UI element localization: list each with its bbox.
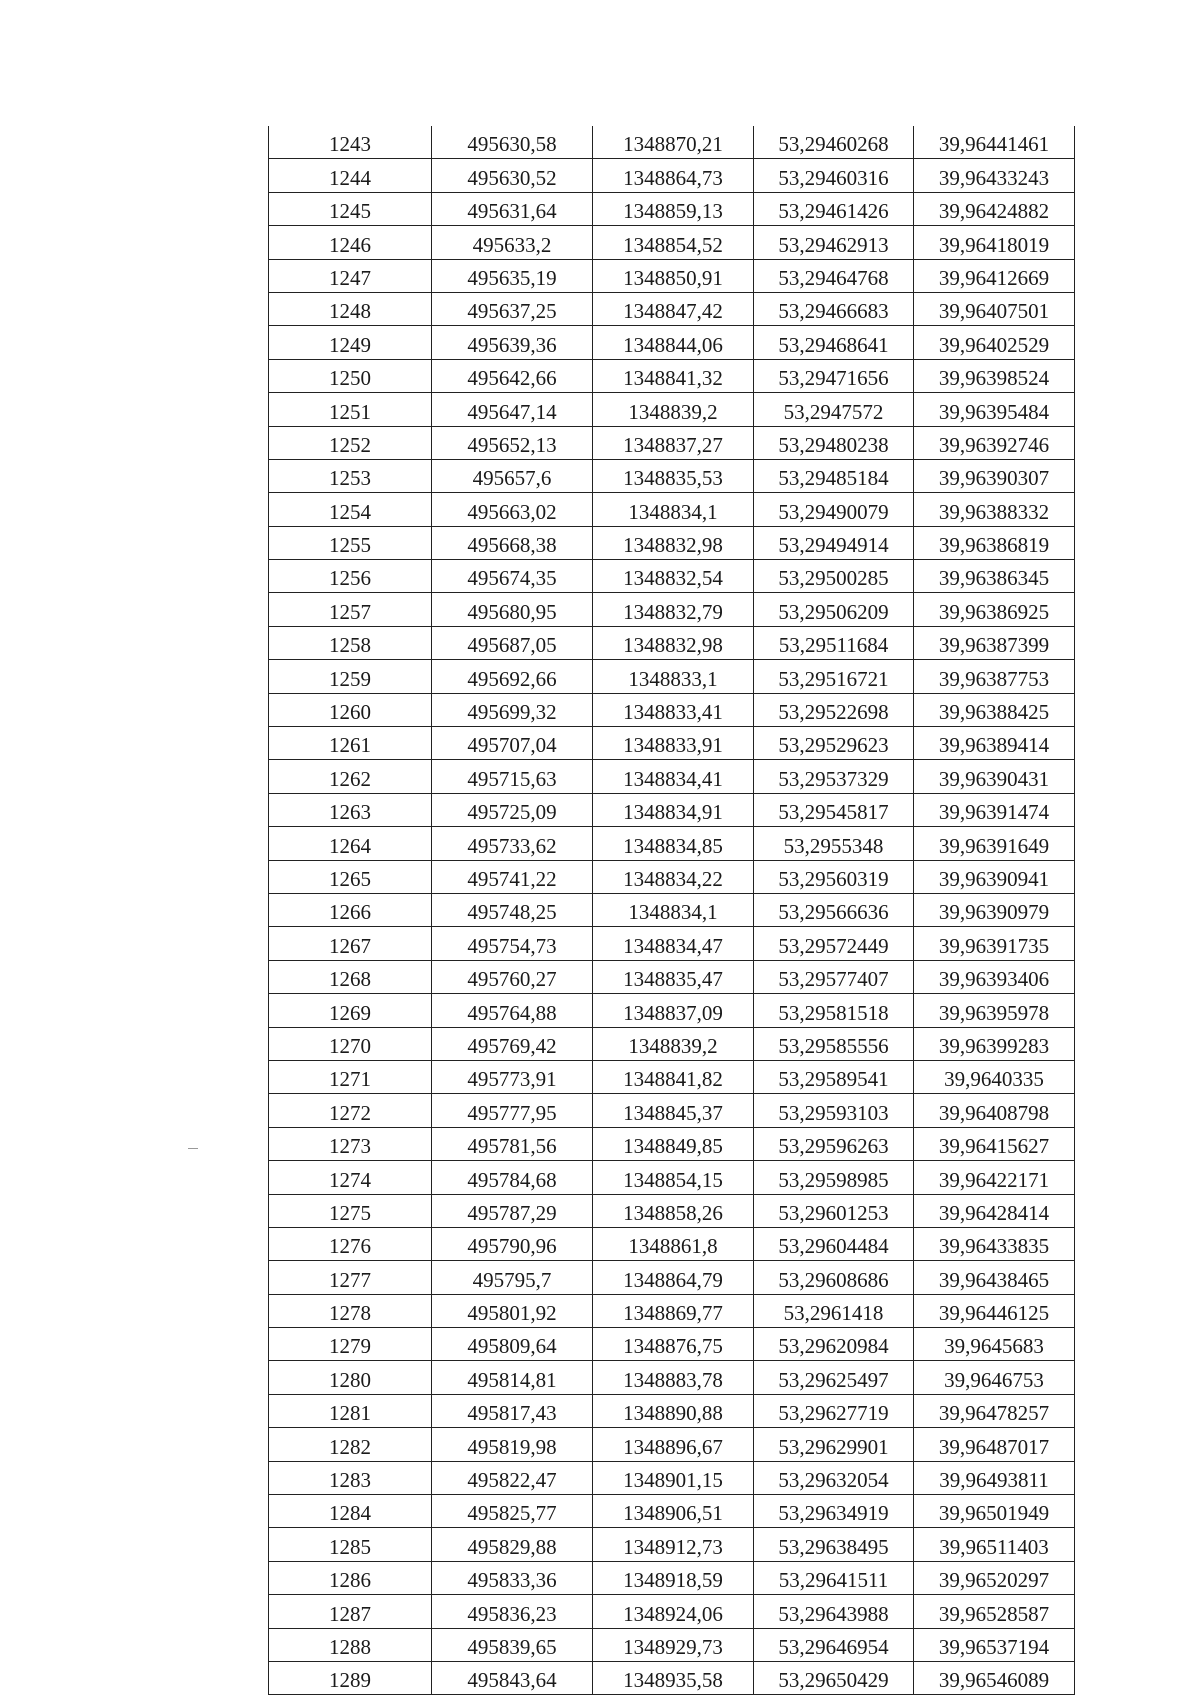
point-number-cell: 1264 [269, 827, 432, 860]
latitude-cell: 53,29490079 [754, 493, 914, 526]
y-coordinate-cell: 1348845,37 [593, 1094, 754, 1127]
point-number-cell: 1262 [269, 760, 432, 793]
longitude-cell: 39,96392746 [914, 426, 1075, 459]
longitude-cell: 39,96546089 [914, 1661, 1075, 1694]
y-coordinate-cell: 1348870,21 [593, 126, 754, 159]
longitude-cell: 39,96390979 [914, 893, 1075, 926]
longitude-cell: 39,96388332 [914, 493, 1075, 526]
table-row [269, 1328, 1075, 1361]
latitude-cell: 53,2947572 [754, 393, 914, 426]
longitude-cell: 39,96528587 [914, 1595, 1075, 1628]
y-coordinate-cell: 1348834,91 [593, 793, 754, 826]
latitude-cell: 53,29634919 [754, 1495, 914, 1528]
table-row [269, 1528, 1075, 1561]
longitude-cell: 39,96390431 [914, 760, 1075, 793]
x-coordinate-cell: 495829,88 [432, 1528, 593, 1561]
table-row [269, 459, 1075, 492]
longitude-cell: 39,96393406 [914, 960, 1075, 993]
table-row [269, 1227, 1075, 1260]
latitude-cell: 53,29566636 [754, 893, 914, 926]
y-coordinate-cell: 1348839,2 [593, 393, 754, 426]
latitude-cell: 53,29589541 [754, 1060, 914, 1093]
point-number-cell: 1277 [269, 1261, 432, 1294]
point-number-cell: 1282 [269, 1428, 432, 1461]
latitude-cell: 53,29638495 [754, 1528, 914, 1561]
table-row [269, 1194, 1075, 1227]
point-number-cell: 1266 [269, 893, 432, 926]
longitude-cell: 39,96390941 [914, 860, 1075, 893]
x-coordinate-cell: 495825,77 [432, 1495, 593, 1528]
x-coordinate-cell: 495836,23 [432, 1595, 593, 1628]
y-coordinate-cell: 1348935,58 [593, 1661, 754, 1694]
table-row [269, 1261, 1075, 1294]
latitude-cell: 53,29466683 [754, 292, 914, 325]
latitude-cell: 53,29480238 [754, 426, 914, 459]
x-coordinate-cell: 495773,91 [432, 1060, 593, 1093]
longitude-cell: 39,96391735 [914, 927, 1075, 960]
latitude-cell: 53,29596263 [754, 1127, 914, 1160]
latitude-cell: 53,29643988 [754, 1595, 914, 1628]
point-number-cell: 1267 [269, 927, 432, 960]
y-coordinate-cell: 1348890,88 [593, 1394, 754, 1427]
longitude-cell: 39,96433835 [914, 1227, 1075, 1260]
longitude-cell: 39,96399283 [914, 1027, 1075, 1060]
x-coordinate-cell: 495633,2 [432, 226, 593, 259]
table-row [269, 1461, 1075, 1494]
longitude-cell: 39,96428414 [914, 1194, 1075, 1227]
x-coordinate-cell: 495769,42 [432, 1027, 593, 1060]
table-row [269, 192, 1075, 225]
x-coordinate-cell: 495635,19 [432, 259, 593, 292]
latitude-cell: 53,29485184 [754, 459, 914, 492]
point-number-cell: 1268 [269, 960, 432, 993]
longitude-cell: 39,96387753 [914, 660, 1075, 693]
table-row [269, 326, 1075, 359]
point-number-cell: 1261 [269, 727, 432, 760]
point-number-cell: 1283 [269, 1461, 432, 1494]
y-coordinate-cell: 1348929,73 [593, 1628, 754, 1661]
y-coordinate-cell: 1348834,47 [593, 927, 754, 960]
x-coordinate-cell: 495642,66 [432, 359, 593, 392]
table-row [269, 493, 1075, 526]
y-coordinate-cell: 1348859,13 [593, 192, 754, 225]
y-coordinate-cell: 1348834,85 [593, 827, 754, 860]
x-coordinate-cell: 495630,52 [432, 159, 593, 192]
longitude-cell: 39,96415627 [914, 1127, 1075, 1160]
x-coordinate-cell: 495787,29 [432, 1194, 593, 1227]
table-row [269, 1561, 1075, 1594]
table-row [269, 994, 1075, 1027]
longitude-cell: 39,96386345 [914, 560, 1075, 593]
y-coordinate-cell: 1348861,8 [593, 1227, 754, 1260]
longitude-cell: 39,96388425 [914, 693, 1075, 726]
latitude-cell: 53,29577407 [754, 960, 914, 993]
x-coordinate-cell: 495699,32 [432, 693, 593, 726]
latitude-cell: 53,29560319 [754, 860, 914, 893]
longitude-cell: 39,96391474 [914, 793, 1075, 826]
latitude-cell: 53,29585556 [754, 1027, 914, 1060]
table-row [269, 1661, 1075, 1694]
x-coordinate-cell: 495795,7 [432, 1261, 593, 1294]
point-number-cell: 1244 [269, 159, 432, 192]
table-row [269, 593, 1075, 626]
point-number-cell: 1272 [269, 1094, 432, 1127]
latitude-cell: 53,29629901 [754, 1428, 914, 1461]
point-number-cell: 1251 [269, 393, 432, 426]
longitude-cell: 39,96395978 [914, 994, 1075, 1027]
y-coordinate-cell: 1348832,54 [593, 560, 754, 593]
longitude-cell: 39,96387399 [914, 626, 1075, 659]
table-row [269, 1294, 1075, 1327]
x-coordinate-cell: 495822,47 [432, 1461, 593, 1494]
y-coordinate-cell: 1348864,73 [593, 159, 754, 192]
y-coordinate-cell: 1348864,79 [593, 1261, 754, 1294]
x-coordinate-cell: 495692,66 [432, 660, 593, 693]
table-row [269, 292, 1075, 325]
latitude-cell: 53,29471656 [754, 359, 914, 392]
table-row [269, 693, 1075, 726]
table-row [269, 1628, 1075, 1661]
x-coordinate-cell: 495657,6 [432, 459, 593, 492]
point-number-cell: 1243 [269, 126, 432, 159]
y-coordinate-cell: 1348896,67 [593, 1428, 754, 1461]
x-coordinate-cell: 495674,35 [432, 560, 593, 593]
latitude-cell: 53,29604484 [754, 1227, 914, 1260]
y-coordinate-cell: 1348854,52 [593, 226, 754, 259]
y-coordinate-cell: 1348847,42 [593, 292, 754, 325]
longitude-cell: 39,96433243 [914, 159, 1075, 192]
latitude-cell: 53,29460316 [754, 159, 914, 192]
y-coordinate-cell: 1348906,51 [593, 1495, 754, 1528]
point-number-cell: 1255 [269, 526, 432, 559]
table-row [269, 893, 1075, 926]
latitude-cell: 53,29529623 [754, 727, 914, 760]
x-coordinate-cell: 495839,65 [432, 1628, 593, 1661]
table-row [269, 626, 1075, 659]
point-number-cell: 1289 [269, 1661, 432, 1694]
table-row [269, 727, 1075, 760]
table-row [269, 1060, 1075, 1093]
x-coordinate-cell: 495833,36 [432, 1561, 593, 1594]
longitude-cell: 39,96389414 [914, 727, 1075, 760]
point-number-cell: 1271 [269, 1060, 432, 1093]
longitude-cell: 39,96412669 [914, 259, 1075, 292]
x-coordinate-cell: 495630,58 [432, 126, 593, 159]
y-coordinate-cell: 1348850,91 [593, 259, 754, 292]
x-coordinate-cell: 495790,96 [432, 1227, 593, 1260]
longitude-cell: 39,96386819 [914, 526, 1075, 559]
latitude-cell: 53,29650429 [754, 1661, 914, 1694]
longitude-cell: 39,9646753 [914, 1361, 1075, 1394]
longitude-cell: 39,96418019 [914, 226, 1075, 259]
x-coordinate-cell: 495748,25 [432, 893, 593, 926]
longitude-cell: 39,96422171 [914, 1161, 1075, 1194]
latitude-cell: 53,29593103 [754, 1094, 914, 1127]
x-coordinate-cell: 495637,25 [432, 292, 593, 325]
point-number-cell: 1288 [269, 1628, 432, 1661]
point-number-cell: 1245 [269, 192, 432, 225]
latitude-cell: 53,29598985 [754, 1161, 914, 1194]
margin-mark [188, 1148, 198, 1149]
point-number-cell: 1246 [269, 226, 432, 259]
y-coordinate-cell: 1348924,06 [593, 1595, 754, 1628]
table-row [269, 359, 1075, 392]
latitude-cell: 53,29522698 [754, 693, 914, 726]
table-row [269, 793, 1075, 826]
longitude-cell: 39,96390307 [914, 459, 1075, 492]
point-number-cell: 1259 [269, 660, 432, 693]
x-coordinate-cell: 495687,05 [432, 626, 593, 659]
latitude-cell: 53,29625497 [754, 1361, 914, 1394]
table-row [269, 159, 1075, 192]
x-coordinate-cell: 495725,09 [432, 793, 593, 826]
table-row [269, 226, 1075, 259]
longitude-cell: 39,96398524 [914, 359, 1075, 392]
y-coordinate-cell: 1348883,78 [593, 1361, 754, 1394]
latitude-cell: 53,29608686 [754, 1261, 914, 1294]
point-number-cell: 1276 [269, 1227, 432, 1260]
y-coordinate-cell: 1348876,75 [593, 1328, 754, 1361]
point-number-cell: 1248 [269, 292, 432, 325]
y-coordinate-cell: 1348835,53 [593, 459, 754, 492]
point-number-cell: 1249 [269, 326, 432, 359]
latitude-cell: 53,29581518 [754, 994, 914, 1027]
point-number-cell: 1250 [269, 359, 432, 392]
point-number-cell: 1273 [269, 1127, 432, 1160]
table-row [269, 760, 1075, 793]
table-row [269, 827, 1075, 860]
table-row [269, 1127, 1075, 1160]
y-coordinate-cell: 1348833,41 [593, 693, 754, 726]
latitude-cell: 53,29516721 [754, 660, 914, 693]
latitude-cell: 53,29494914 [754, 526, 914, 559]
y-coordinate-cell: 1348833,91 [593, 727, 754, 760]
table-row [269, 1394, 1075, 1427]
point-number-cell: 1269 [269, 994, 432, 1027]
latitude-cell: 53,29601253 [754, 1194, 914, 1227]
table-row [269, 1161, 1075, 1194]
table-row [269, 560, 1075, 593]
x-coordinate-cell: 495652,13 [432, 426, 593, 459]
x-coordinate-cell: 495764,88 [432, 994, 593, 1027]
x-coordinate-cell: 495631,64 [432, 192, 593, 225]
longitude-cell: 39,96391649 [914, 827, 1075, 860]
point-number-cell: 1270 [269, 1027, 432, 1060]
latitude-cell: 53,29641511 [754, 1561, 914, 1594]
longitude-cell: 39,96386925 [914, 593, 1075, 626]
latitude-cell: 53,29464768 [754, 259, 914, 292]
y-coordinate-cell: 1348912,73 [593, 1528, 754, 1561]
y-coordinate-cell: 1348834,22 [593, 860, 754, 893]
point-number-cell: 1265 [269, 860, 432, 893]
point-number-cell: 1284 [269, 1495, 432, 1528]
latitude-cell: 53,29461426 [754, 192, 914, 225]
y-coordinate-cell: 1348869,77 [593, 1294, 754, 1327]
point-number-cell: 1287 [269, 1595, 432, 1628]
latitude-cell: 53,2961418 [754, 1294, 914, 1327]
y-coordinate-cell: 1348834,1 [593, 893, 754, 926]
y-coordinate-cell: 1348854,15 [593, 1161, 754, 1194]
point-number-cell: 1260 [269, 693, 432, 726]
point-number-cell: 1279 [269, 1328, 432, 1361]
point-number-cell: 1274 [269, 1161, 432, 1194]
y-coordinate-cell: 1348837,09 [593, 994, 754, 1027]
latitude-cell: 53,29506209 [754, 593, 914, 626]
table-row [269, 1428, 1075, 1461]
longitude-cell: 39,96501949 [914, 1495, 1075, 1528]
y-coordinate-cell: 1348901,15 [593, 1461, 754, 1494]
point-number-cell: 1280 [269, 1361, 432, 1394]
y-coordinate-cell: 1348832,98 [593, 526, 754, 559]
x-coordinate-cell: 495680,95 [432, 593, 593, 626]
x-coordinate-cell: 495801,92 [432, 1294, 593, 1327]
x-coordinate-cell: 495733,62 [432, 827, 593, 860]
x-coordinate-cell: 495663,02 [432, 493, 593, 526]
point-number-cell: 1278 [269, 1294, 432, 1327]
coordinates-table-body [269, 126, 1075, 1695]
point-number-cell: 1275 [269, 1194, 432, 1227]
x-coordinate-cell: 495814,81 [432, 1361, 593, 1394]
coordinates-table [268, 126, 1075, 1695]
table-row [269, 1495, 1075, 1528]
y-coordinate-cell: 1348832,98 [593, 626, 754, 659]
y-coordinate-cell: 1348918,59 [593, 1561, 754, 1594]
latitude-cell: 53,29572449 [754, 927, 914, 960]
table-row [269, 126, 1075, 159]
x-coordinate-cell: 495817,43 [432, 1394, 593, 1427]
point-number-cell: 1247 [269, 259, 432, 292]
table-row [269, 660, 1075, 693]
point-number-cell: 1281 [269, 1394, 432, 1427]
longitude-cell: 39,96395484 [914, 393, 1075, 426]
longitude-cell: 39,96408798 [914, 1094, 1075, 1127]
x-coordinate-cell: 495647,14 [432, 393, 593, 426]
point-number-cell: 1254 [269, 493, 432, 526]
latitude-cell: 53,29632054 [754, 1461, 914, 1494]
table-row [269, 1027, 1075, 1060]
latitude-cell: 53,29500285 [754, 560, 914, 593]
latitude-cell: 53,29462913 [754, 226, 914, 259]
x-coordinate-cell: 495777,95 [432, 1094, 593, 1127]
table-row [269, 259, 1075, 292]
longitude-cell: 39,96424882 [914, 192, 1075, 225]
x-coordinate-cell: 495715,63 [432, 760, 593, 793]
longitude-cell: 39,96537194 [914, 1628, 1075, 1661]
x-coordinate-cell: 495843,64 [432, 1661, 593, 1694]
latitude-cell: 53,29468641 [754, 326, 914, 359]
x-coordinate-cell: 495707,04 [432, 727, 593, 760]
point-number-cell: 1285 [269, 1528, 432, 1561]
y-coordinate-cell: 1348839,2 [593, 1027, 754, 1060]
y-coordinate-cell: 1348844,06 [593, 326, 754, 359]
table-row [269, 393, 1075, 426]
longitude-cell: 39,96446125 [914, 1294, 1075, 1327]
latitude-cell: 53,29627719 [754, 1394, 914, 1427]
x-coordinate-cell: 495754,73 [432, 927, 593, 960]
point-number-cell: 1286 [269, 1561, 432, 1594]
point-number-cell: 1263 [269, 793, 432, 826]
latitude-cell: 53,29545817 [754, 793, 914, 826]
longitude-cell: 39,96487017 [914, 1428, 1075, 1461]
point-number-cell: 1253 [269, 459, 432, 492]
y-coordinate-cell: 1348841,32 [593, 359, 754, 392]
latitude-cell: 53,2955348 [754, 827, 914, 860]
y-coordinate-cell: 1348835,47 [593, 960, 754, 993]
latitude-cell: 53,29511684 [754, 626, 914, 659]
latitude-cell: 53,29460268 [754, 126, 914, 159]
x-coordinate-cell: 495781,56 [432, 1127, 593, 1160]
y-coordinate-cell: 1348858,26 [593, 1194, 754, 1227]
longitude-cell: 39,96478257 [914, 1394, 1075, 1427]
y-coordinate-cell: 1348837,27 [593, 426, 754, 459]
x-coordinate-cell: 495639,36 [432, 326, 593, 359]
longitude-cell: 39,96511403 [914, 1528, 1075, 1561]
longitude-cell: 39,96407501 [914, 292, 1075, 325]
point-number-cell: 1252 [269, 426, 432, 459]
y-coordinate-cell: 1348834,41 [593, 760, 754, 793]
longitude-cell: 39,96441461 [914, 126, 1075, 159]
x-coordinate-cell: 495809,64 [432, 1328, 593, 1361]
y-coordinate-cell: 1348833,1 [593, 660, 754, 693]
table-row [269, 1361, 1075, 1394]
point-number-cell: 1257 [269, 593, 432, 626]
x-coordinate-cell: 495784,68 [432, 1161, 593, 1194]
y-coordinate-cell: 1348834,1 [593, 493, 754, 526]
longitude-cell: 39,9640335 [914, 1060, 1075, 1093]
longitude-cell: 39,96402529 [914, 326, 1075, 359]
table-row [269, 1595, 1075, 1628]
x-coordinate-cell: 495819,98 [432, 1428, 593, 1461]
table-row [269, 1094, 1075, 1127]
y-coordinate-cell: 1348832,79 [593, 593, 754, 626]
table-row [269, 960, 1075, 993]
longitude-cell: 39,9645683 [914, 1328, 1075, 1361]
x-coordinate-cell: 495741,22 [432, 860, 593, 893]
longitude-cell: 39,96438465 [914, 1261, 1075, 1294]
y-coordinate-cell: 1348849,85 [593, 1127, 754, 1160]
y-coordinate-cell: 1348841,82 [593, 1060, 754, 1093]
x-coordinate-cell: 495760,27 [432, 960, 593, 993]
longitude-cell: 39,96493811 [914, 1461, 1075, 1494]
longitude-cell: 39,96520297 [914, 1561, 1075, 1594]
table-row [269, 526, 1075, 559]
latitude-cell: 53,29537329 [754, 760, 914, 793]
table-row [269, 860, 1075, 893]
x-coordinate-cell: 495668,38 [432, 526, 593, 559]
point-number-cell: 1256 [269, 560, 432, 593]
point-number-cell: 1258 [269, 626, 432, 659]
table-row [269, 426, 1075, 459]
latitude-cell: 53,29646954 [754, 1628, 914, 1661]
latitude-cell: 53,29620984 [754, 1328, 914, 1361]
table-row [269, 927, 1075, 960]
